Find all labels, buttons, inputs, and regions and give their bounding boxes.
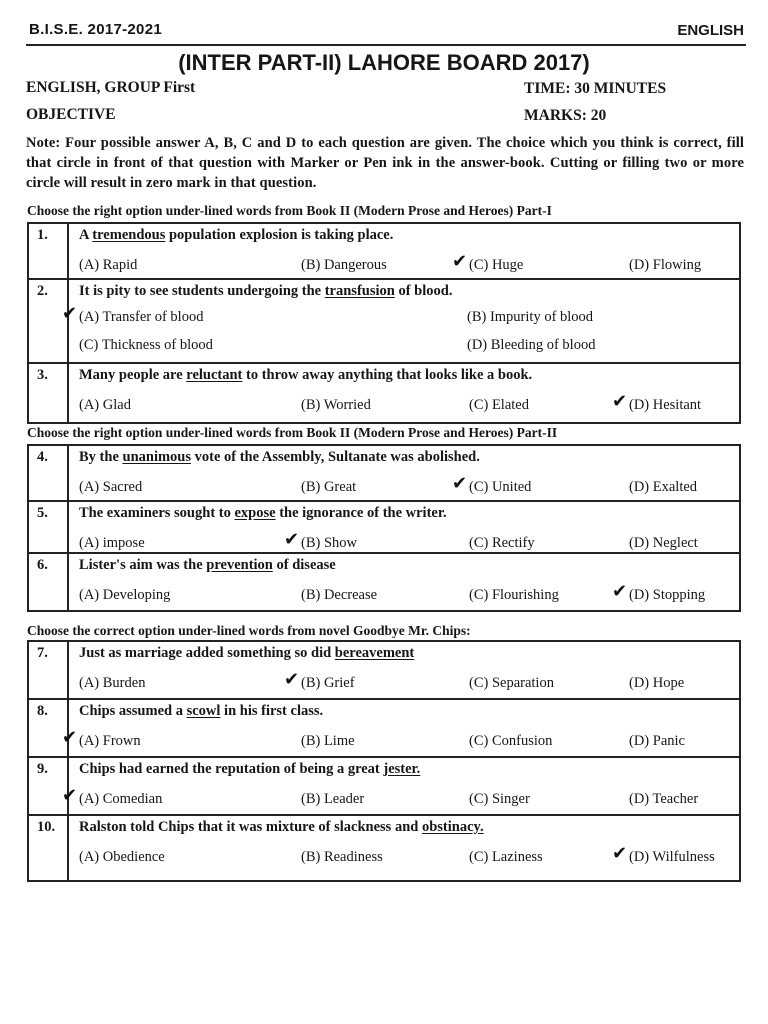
question-number: 1. bbox=[29, 224, 69, 278]
answer-option[interactable]: (C) Rectify bbox=[469, 535, 535, 551]
question-number: 2. bbox=[29, 280, 69, 362]
answer-option[interactable]: (A) Transfer of blood ✔ bbox=[62, 303, 204, 325]
check-mark-icon: ✔ bbox=[612, 391, 628, 412]
check-mark-icon: ✔ bbox=[612, 843, 628, 864]
question-text bbox=[79, 505, 447, 522]
section-heading: Choose the right option under-lined words from Book II (Modern Prose and Heroes) Part-II bbox=[27, 425, 558, 440]
answer-option[interactable]: (A) Obedience bbox=[79, 849, 165, 865]
question-row bbox=[29, 224, 739, 280]
question-text bbox=[79, 703, 323, 720]
answer-option[interactable]: (D) Bleeding of blood bbox=[467, 337, 596, 353]
question-row bbox=[29, 642, 739, 700]
question-row bbox=[29, 700, 739, 758]
underlined-word: tremendous bbox=[92, 227, 166, 243]
underlined-word: jester. bbox=[383, 761, 421, 777]
answer-option[interactable]: (C) United ✔ bbox=[452, 473, 532, 495]
answer-option[interactable]: (B) Worried bbox=[301, 397, 371, 413]
question-text-after: the ignorance of the writer. bbox=[275, 505, 447, 521]
answer-option[interactable]: (C) Huge ✔ bbox=[452, 251, 524, 273]
check-mark-icon: ✔ bbox=[284, 669, 300, 690]
paper-name: ENGLISH, GROUP First bbox=[26, 79, 196, 96]
check-mark-icon: ✔ bbox=[284, 529, 300, 550]
answer-option[interactable]: (B) Dangerous bbox=[301, 257, 387, 273]
question-text bbox=[79, 557, 336, 574]
question-number: 9. bbox=[29, 758, 69, 814]
question-text bbox=[79, 819, 484, 836]
answer-option[interactable]: (B) Decrease bbox=[301, 587, 378, 603]
question-text bbox=[79, 283, 452, 300]
check-mark-icon: ✔ bbox=[452, 473, 468, 494]
answer-option[interactable]: (A) Burden bbox=[79, 675, 146, 691]
answer-option[interactable]: (A) Glad bbox=[79, 397, 131, 413]
answer-option[interactable]: (B) Impurity of blood bbox=[467, 309, 594, 325]
question-table bbox=[27, 444, 741, 612]
check-mark-icon: ✔ bbox=[452, 251, 468, 272]
question-text bbox=[79, 227, 393, 244]
section-type: OBJECTIVE bbox=[26, 106, 116, 123]
underlined-word: expose bbox=[234, 505, 276, 521]
total-marks: MARKS: 20 bbox=[524, 107, 607, 124]
underlined-word: reluctant bbox=[186, 367, 243, 383]
question-text-after: population explosion is taking place. bbox=[165, 227, 394, 243]
question-number: 7. bbox=[29, 642, 69, 698]
question-row bbox=[29, 364, 739, 422]
question-row bbox=[29, 280, 739, 364]
underlined-word: obstinacy. bbox=[421, 819, 484, 835]
answer-option[interactable]: (C) Thickness of blood bbox=[79, 337, 213, 353]
question-text-before: Many people are bbox=[79, 367, 187, 383]
check-mark-icon: ✔ bbox=[62, 785, 78, 806]
answer-option[interactable]: (A) Frown ✔ bbox=[62, 727, 141, 749]
question-number: 10. bbox=[29, 816, 69, 880]
question-text-before: Lister's aim was the bbox=[79, 557, 207, 573]
answer-option[interactable]: (D) Wilfulness ✔ bbox=[612, 843, 715, 865]
answer-option[interactable]: (D) Neglect bbox=[629, 535, 698, 551]
answer-option[interactable]: (C) Flourishing bbox=[469, 587, 559, 603]
question-text-before: Chips assumed a bbox=[79, 703, 187, 719]
answer-option[interactable]: (D) Flowing bbox=[629, 257, 702, 273]
answer-option[interactable]: (B) Leader bbox=[301, 791, 365, 807]
check-mark-icon: ✔ bbox=[62, 727, 78, 748]
answer-option[interactable]: (D) Hesitant ✔ bbox=[612, 391, 702, 413]
question-number: 5. bbox=[29, 502, 69, 552]
answer-option[interactable]: (C) Singer bbox=[469, 791, 530, 807]
question-row bbox=[29, 758, 739, 816]
question-text-after: of disease bbox=[272, 557, 336, 573]
question-text-before: Chips had earned the reputation of being a great bbox=[79, 761, 384, 777]
underlined-word: bereavement bbox=[334, 645, 415, 661]
question-row bbox=[29, 816, 739, 880]
question-text-before: By the bbox=[79, 449, 123, 465]
answer-option[interactable]: (D) Panic bbox=[629, 733, 685, 749]
answer-option[interactable]: (C) Elated bbox=[469, 397, 529, 413]
question-text-before: It is pity to see students undergoing the bbox=[79, 283, 325, 299]
answer-option[interactable]: (C) Confusion bbox=[469, 733, 553, 749]
underlined-word: prevention bbox=[206, 557, 273, 573]
time-allowed: TIME: 30 MINUTES bbox=[524, 80, 667, 97]
question-text-before: Just as marriage added something so did bbox=[79, 645, 335, 661]
answer-option[interactable]: (B) Readiness bbox=[301, 849, 383, 865]
underlined-word: unanimous bbox=[122, 449, 192, 465]
question-text bbox=[79, 645, 414, 662]
question-number: 3. bbox=[29, 364, 69, 422]
question-text-before: Ralston told Chips that it was mixture of slackness and bbox=[79, 819, 422, 835]
question-text-before: A bbox=[79, 227, 93, 243]
answer-option[interactable]: (C) Separation bbox=[469, 675, 554, 691]
answer-option[interactable]: (A) Sacred bbox=[79, 479, 143, 495]
question-text-after: in his first class. bbox=[220, 703, 324, 719]
question-row bbox=[29, 502, 739, 554]
answer-option[interactable]: (D) Teacher bbox=[629, 791, 699, 807]
answer-option[interactable]: (A) Comedian ✔ bbox=[62, 785, 163, 807]
answer-option[interactable]: (A) Developing bbox=[79, 587, 171, 603]
answer-option[interactable]: (B) Show ✔ bbox=[284, 529, 357, 551]
question-number: 6. bbox=[29, 554, 69, 610]
answer-option[interactable]: (B) Lime bbox=[301, 733, 355, 749]
section-heading: Choose the right option under-lined words from Book II (Modern Prose and Heroes) Part-I bbox=[27, 203, 552, 218]
answer-option[interactable]: (D) Exalted bbox=[629, 479, 698, 495]
answer-option[interactable]: (A) impose bbox=[79, 535, 145, 551]
header-board-years: B.I.S.E. 2017-2021 bbox=[29, 21, 162, 38]
answer-option[interactable]: (B) Grief ✔ bbox=[284, 669, 355, 691]
question-text bbox=[79, 449, 480, 466]
question-row bbox=[29, 446, 739, 502]
question-text bbox=[79, 367, 532, 384]
answer-option[interactable]: (D) Hope bbox=[629, 675, 685, 691]
section-heading: Choose the correct option under-lined words from novel Goodbye Mr. Chips: bbox=[27, 623, 471, 638]
question-text-after: vote of the Assembly, Sultanate was abolished. bbox=[191, 449, 480, 465]
question-text bbox=[79, 761, 420, 778]
question-text-after: to throw away anything that looks like a book. bbox=[242, 367, 533, 383]
question-table bbox=[27, 222, 741, 424]
answer-option[interactable]: (A) Rapid bbox=[79, 257, 138, 273]
question-table bbox=[27, 640, 741, 882]
question-text-after: of blood. bbox=[394, 283, 453, 299]
instructions-note: Note: Four possible answer A, B, C and D to each question are given. The choice which you think is correct, fill that circle in front of that question with Marker or Pen ink in the answer-book. Cutting or filling two or more circle will result in zero mark in that question. bbox=[26, 135, 744, 191]
header-subject: ENGLISH bbox=[677, 22, 744, 39]
question-number: 8. bbox=[29, 700, 69, 756]
underlined-word: transfusion bbox=[324, 283, 395, 299]
answer-option[interactable]: (D) Stopping ✔ bbox=[612, 581, 706, 603]
check-mark-icon: ✔ bbox=[612, 581, 628, 602]
page-title: (INTER PART-II) LAHORE BOARD 2017) bbox=[178, 50, 590, 75]
check-mark-icon: ✔ bbox=[62, 303, 78, 324]
answer-option[interactable]: (C) Laziness bbox=[469, 849, 543, 865]
question-row bbox=[29, 554, 739, 610]
underlined-word: scowl bbox=[186, 703, 221, 719]
question-number: 4. bbox=[29, 446, 69, 500]
answer-option[interactable]: (B) Great bbox=[301, 479, 357, 495]
header-rule bbox=[26, 44, 746, 46]
question-text-before: The examiners sought to bbox=[79, 505, 235, 521]
